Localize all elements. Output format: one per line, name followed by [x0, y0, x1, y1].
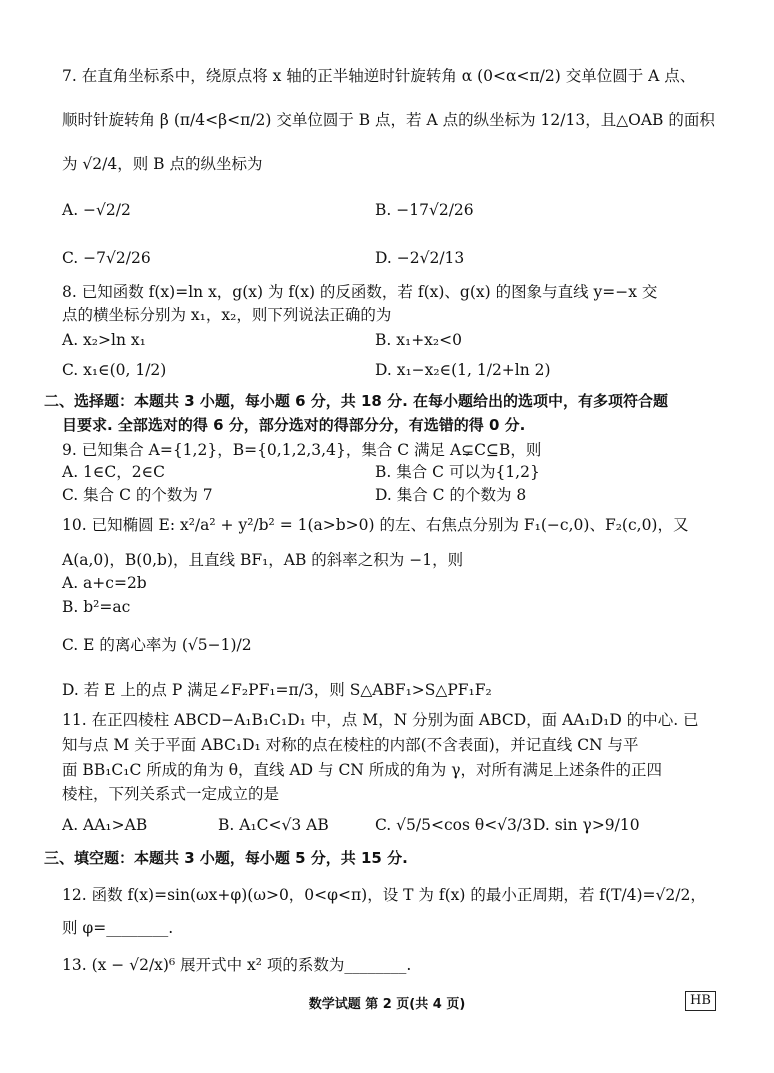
q12-line1: 12. 函数 f(x)=sin(ωx+φ)(ω>0，0<φ<π)，设 T 为 f(x) 的最小正周期，若 f(T/4)=√2/2，: [62, 886, 706, 904]
q11-line2: 知与点 M 关于平面 ABC₁D₁ 对称的点在棱柱的内部(不含表面)，并记直线 CN 与平: [62, 736, 639, 754]
q9-option-a: A. 1∈C，2∈C: [62, 463, 165, 481]
q7-option-b: B. −17√2/26: [375, 201, 474, 219]
section-3-heading: 三、填空题：本题共 3 小题，每小题 5 分，共 15 分.: [44, 849, 408, 867]
q7-option-d: D. −2√2/13: [375, 249, 465, 267]
q11-option-c: C. √5/5<cos θ<√3/3: [375, 816, 533, 834]
q11-option-d: D. sin γ>9/10: [533, 816, 640, 834]
page-footer: 数学试题 第 2 页(共 4 页): [308, 997, 466, 1012]
q7-option-c: C. −7√2/26: [62, 249, 151, 267]
q8-option-b: B. x₁+x₂<0: [375, 331, 462, 349]
q8-line2: 点的横坐标分别为 x₁，x₂，则下列说法正确的为: [62, 306, 392, 324]
q8-option-c: C. x₁∈(0, 1/2): [62, 361, 167, 379]
q9-option-c: C. 集合 C 的个数为 7: [62, 486, 213, 504]
q11-line3: 面 BB₁C₁C 所成的角为 θ，直线 AD 与 CN 所成的角为 γ，对所有满足上述条件的正四: [62, 761, 662, 779]
q10-option-a: A. a+c=2b: [62, 574, 147, 592]
q13-line1: 13. (x − √2/x)⁶ 展开式中 x² 项的系数为________.: [62, 956, 412, 974]
q8-option-a: A. x₂>ln x₁: [62, 331, 146, 349]
q7-line3: 为 √2/4，则 B 点的纵坐标为: [62, 155, 263, 173]
section-2-heading-line1: 二、选择题：本题共 3 小题，每小题 6 分，共 18 分. 在每小题给出的选项中，有多项符合题: [44, 392, 669, 410]
q11-option-b: B. A₁C<√3 AB: [218, 816, 329, 834]
q11-line4: 棱柱，下列关系式一定成立的是: [62, 785, 280, 803]
q9-line1: 9. 已知集合 A={1,2}，B={0,1,2,3,4}，集合 C 满足 A⊊C⊆B，则: [62, 441, 542, 459]
q10-option-d: D. 若 E 上的点 P 满足∠F₂PF₁=π/3，则 S△ABF₁>S△PF₁F₂: [62, 681, 492, 699]
q11-line1: 11. 在正四棱柱 ABCD−A₁B₁C₁D₁ 中，点 M，N 分别为面 ABCD，面 AA₁D₁D 的中心. 已: [62, 711, 699, 729]
q12-line2: 则 φ=________.: [62, 919, 174, 937]
q8-line1: 8. 已知函数 f(x)=ln x，g(x) 为 f(x) 的反函数，若 f(x)、g(x) 的图象与直线 y=−x 交: [62, 283, 658, 301]
q10-line2: A(a,0)，B(0,b)，且直线 BF₁，AB 的斜率之积为 −1，则: [62, 551, 464, 569]
q8-option-d: D. x₁−x₂∈(1, 1/2+ln 2): [375, 361, 551, 379]
section-2-heading-line2: 目要求. 全部选对的得 6 分，部分选对的得部分分，有选错的得 0 分.: [62, 416, 526, 434]
q10-option-b: B. b²=ac: [62, 598, 131, 616]
q11-option-a: A. AA₁>AB: [62, 816, 148, 834]
q9-option-d: D. 集合 C 的个数为 8: [375, 486, 527, 504]
q7-line2: 顺时针旋转角 β (π/4<β<π/2) 交单位圆于 B 点，若 A 点的纵坐标为 12/13，且△OAB 的面积: [62, 111, 715, 129]
q10-option-c: C. E 的离心率为 (√5−1)/2: [62, 636, 252, 654]
q7-line1: 7. 在直角坐标系中，绕原点将 x 轴的正半轴逆时针旋转角 α (0<α<π/2) 交单位圆于 A 点、: [62, 67, 696, 85]
q7-option-a: A. −√2/2: [62, 201, 131, 219]
q10-line1: 10. 已知椭圆 E: x²/a² + y²/b² = 1(a>b>0) 的左、右焦点分别为 F₁(−c,0)、F₂(c,0)，又: [62, 516, 689, 534]
region-code-badge: HB: [685, 991, 716, 1011]
q9-option-b: B. 集合 C 可以为{1,2}: [375, 463, 540, 481]
